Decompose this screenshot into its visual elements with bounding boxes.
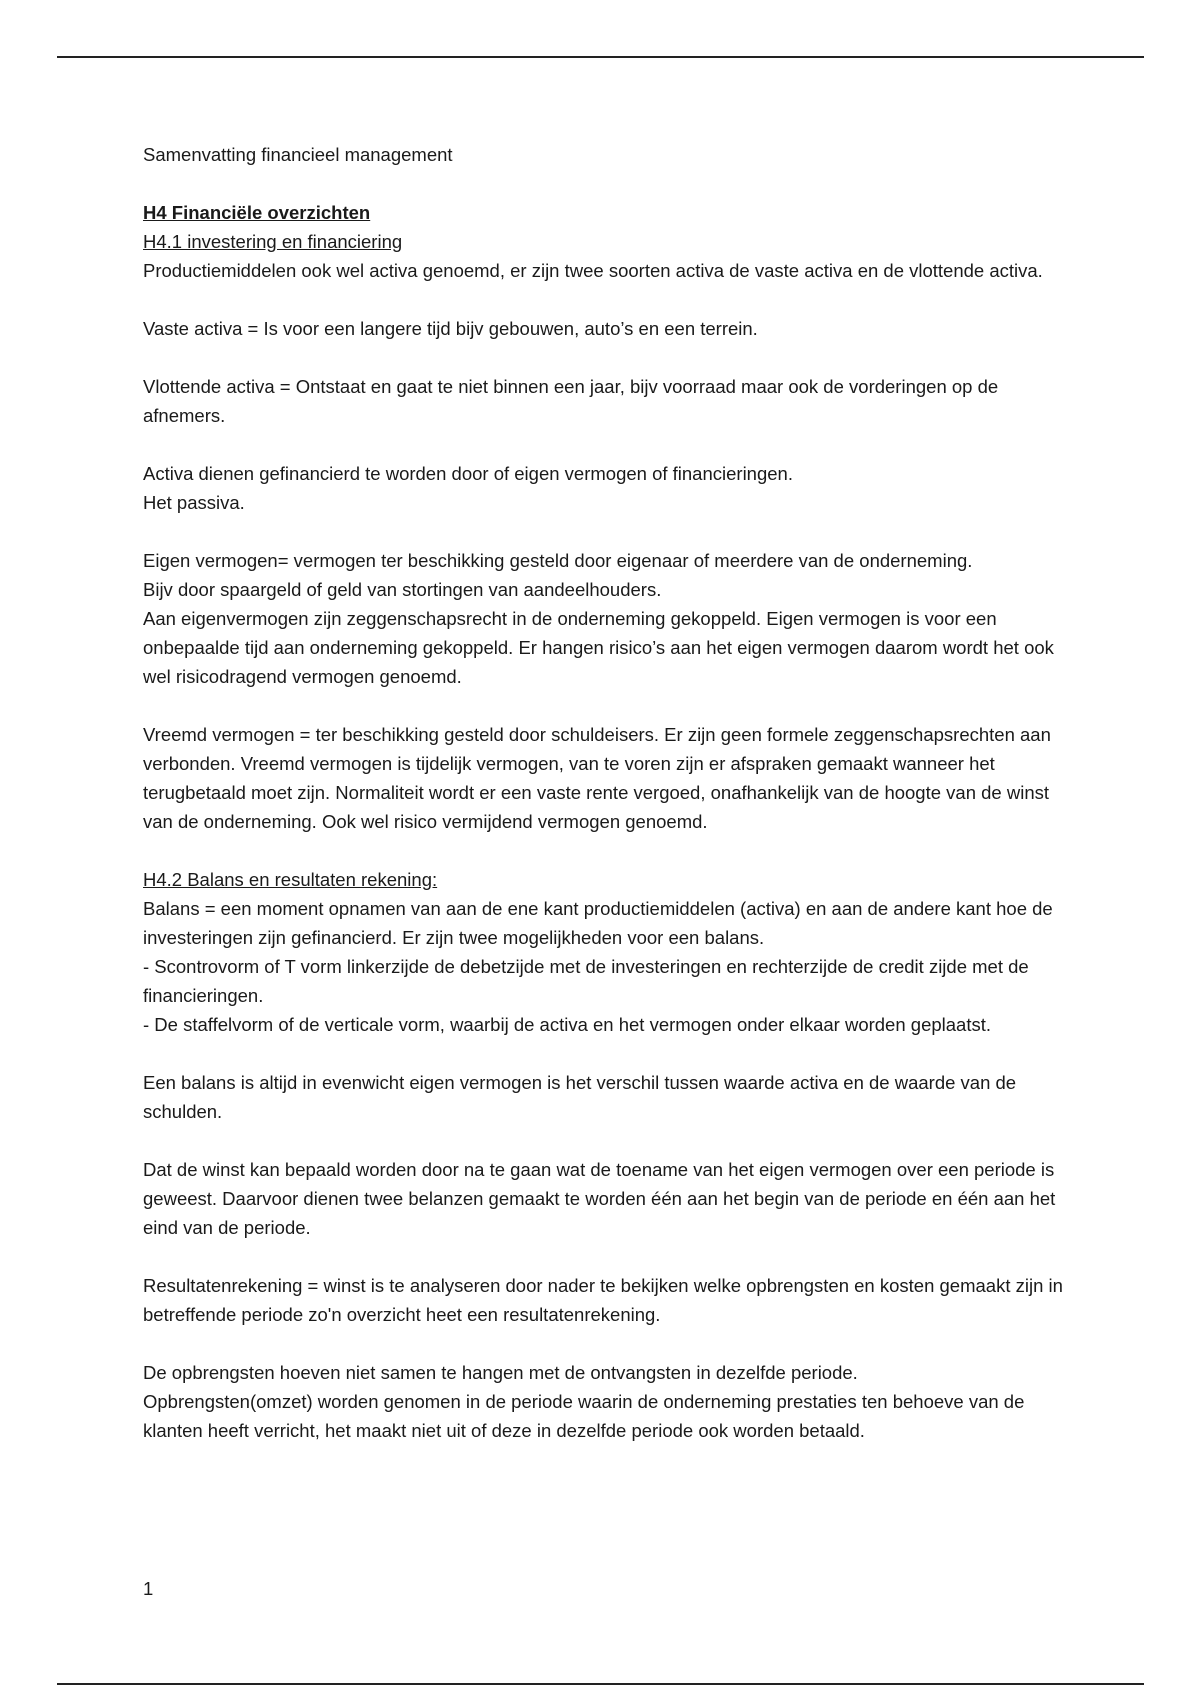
paragraph: Bijv door spaargeld of geld van stortingen van aandeelhouders.	[143, 579, 662, 600]
paragraph: Activa dienen gefinancierd te worden door of eigen vermogen of financieringen.	[143, 463, 793, 484]
list-item: - Scontrovorm of T vorm linkerzijde de debetzijde met de investeringen en rechterzijde de credit zijde met de financieringen.	[143, 956, 1029, 1006]
page-number: 1	[143, 1578, 154, 1599]
chapter-heading: H4 Financiële overzichten	[143, 202, 371, 223]
section-heading-4-2: H4.2 Balans en resultaten rekening:	[143, 869, 438, 890]
paragraph: Opbrengsten(omzet) worden genomen in de periode waarin de onderneming prestaties ten behoeve van de klanten heeft verricht, het maakt niet uit of deze in dezelfde periode ook worden betaald.	[143, 1391, 1025, 1441]
paragraph: Eigen vermogen= vermogen ter beschikking gesteld door eigenaar of meerdere van de onderneming.	[143, 550, 973, 571]
footer-rule	[57, 1683, 1144, 1685]
section-heading-4-1: H4.1 investering en financiering	[143, 231, 403, 252]
paragraph: Vlottende activa = Ontstaat en gaat te niet binnen een jaar, bijv voorraad maar ook de vorderingen op de afnemers.	[143, 376, 999, 426]
paragraph: Balans = een moment opnamen van aan de ene kant productiemiddelen (activa) en aan de andere kant hoe de investeringen zijn gefinancierd. Er zijn twee mogelijkheden voor een balans.	[143, 898, 1053, 948]
list-item: - De staffelvorm of de verticale vorm, waarbij de activa en het vermogen onder elkaar worden geplaatst.	[143, 1014, 992, 1035]
document-page	[143, 140, 1073, 1445]
paragraph: Een balans is altijd in evenwicht eigen vermogen is het verschil tussen waarde activa en de waarde van de schulden.	[143, 1072, 1017, 1122]
header-rule	[57, 56, 1144, 58]
paragraph: Resultatenrekening = winst is te analyseren door nader te bekijken welke opbrengsten en kosten gemaakt zijn in betreffende periode zo'n overzicht heet een resultatenrekening.	[143, 1275, 1063, 1325]
paragraph: Productiemiddelen ook wel activa genoemd, er zijn twee soorten activa de vaste activa en de vlottende activa.	[143, 260, 1043, 281]
document-title: Samenvatting financieel management	[143, 144, 453, 165]
paragraph: Aan eigenvermogen zijn zeggenschapsrecht in de onderneming gekoppeld. Eigen vermogen is voor een onbepaalde tijd aan onderneming gekoppeld. Er hangen risico’s aan het eigen vermogen daarom wordt het ook wel risicodragend vermogen genoemd.	[143, 608, 1054, 687]
paragraph: Vreemd vermogen = ter beschikking gesteld door schuldeisers. Er zijn geen formele zeggenschapsrechten aan verbonden. Vreemd vermogen is tijdelijk vermogen, van te voren zijn er afspraken gemaakt wanneer het terugbetaald moet zijn. Normaliteit wordt er een vaste rente vergoed, onafhankelijk van de hoogte van de winst van de onderneming. Ook wel risico vermijdend vermogen genoemd.	[143, 724, 1051, 832]
paragraph: De opbrengsten hoeven niet samen te hangen met de ontvangsten in dezelfde periode.	[143, 1362, 858, 1383]
paragraph: Dat de winst kan bepaald worden door na te gaan wat de toename van het eigen vermogen over een periode is geweest. Daarvoor dienen twee belanzen gemaakt te worden één aan het begin van de periode en één aan het eind van de periode.	[143, 1159, 1056, 1238]
paragraph: Het passiva.	[143, 492, 245, 513]
paragraph: Vaste activa = Is voor een langere tijd bijv gebouwen, auto’s en een terrein.	[143, 318, 758, 339]
